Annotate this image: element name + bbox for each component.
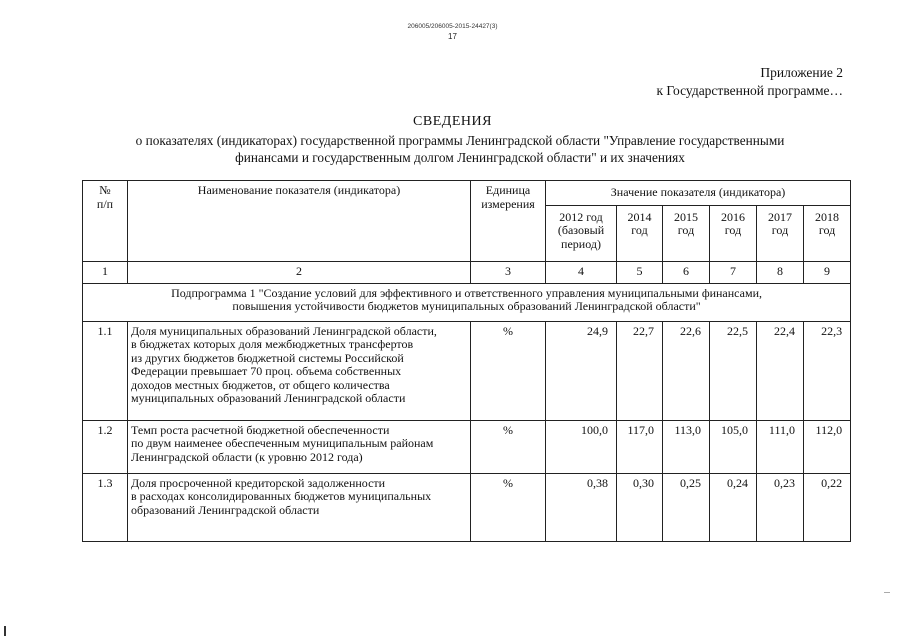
column-number: 8 [757,261,804,283]
header-indicator-name: Наименование показателя (индикатора) [128,181,471,262]
header-year-2018-line-1: 2018 [815,209,840,224]
subtitle-line-2: финансами и государственным долгом Ленинградской области" и их значениях [235,149,685,165]
value-cell: 22,6 [663,321,710,420]
value-cell: 0,25 [663,473,710,541]
column-number: 1 [83,261,128,283]
subtitle-line-1: о показателях (индикаторах) государственной программы Ленинградской области "Управление государственными [135,133,785,148]
indicator-name-line: Доля просроченной кредиторской задолженности [131,475,386,490]
row-number: 1.1 [83,321,128,420]
subprogram-line-1: Подпрограмма 1 "Создание условий для эффективного и ответственного управления муниципальными финансами, [171,285,762,300]
column-number: 9 [804,261,851,283]
value-cell: 0,22 [804,473,851,541]
header-unit-line-2: измерения [481,196,535,211]
column-number: 4 [546,261,617,283]
value-cell: 22,5 [710,321,757,420]
indicator-name-line: в бюджетах которых доля межбюджетных трансфертов [131,337,414,351]
header-year-base-line-1: 2012 год [559,209,603,224]
header-year-2015-line-2: год [677,223,695,237]
value-cell: 22,3 [804,321,851,420]
row-number: 1.2 [83,420,128,473]
document-heading: СВЕДЕНИЯ [413,114,492,129]
indicator-name-line: из других бюджетов бюджетной системы Российской [131,350,404,365]
header-year-2017-line-1: 2017 [768,209,792,224]
indicator-name-line: доходов местных бюджетов, от общего количества [131,377,390,392]
header-num-line-2: п/п [96,196,114,211]
header-year-2018-line-2: год [818,223,836,237]
column-number: 2 [128,261,471,283]
value-cell: 0,30 [617,473,663,541]
header-year-2016-line-1: 2016 [721,209,745,224]
subprogram-line-2: повышения устойчивости бюджетов муниципальных образований Ленинградской области" [232,299,701,313]
value-cell: 117,0 [617,420,663,473]
row-number: 1.3 [83,473,128,541]
value-cell: 113,0 [663,420,710,473]
appendix-line-1: Приложение 2 [760,65,843,80]
column-number: 5 [617,261,663,283]
value-cell: 24,9 [546,321,617,420]
column-number: 6 [663,261,710,283]
header-year-2014-line-1: 2014 [627,209,652,224]
appendix-line-2: к Государственной программе… [656,83,843,98]
indicator-name-line: Ленинградской области (к уровню 2012 года) [131,449,363,464]
header-year-2015-line-1: 2015 [674,209,698,224]
value-cell: 111,0 [757,420,804,473]
header-values-group: Значение показателя (индикатора) [546,181,851,206]
column-number: 3 [471,261,546,283]
value-cell: 0,23 [757,473,804,541]
unit-cell: % [471,473,546,541]
indicator-name-line: Федерации превышает 70 проц. объема собственных [131,364,402,378]
header-unit-line-1: Единица [485,183,531,197]
indicator-name-line: образований Ленинградской области [131,502,320,517]
unit-cell: % [471,321,546,420]
value-cell: 22,4 [757,321,804,420]
indicator-name-line: в расходах консолидированных бюджетов муниципальных [131,489,432,503]
header-year-base-line-3: период) [561,236,601,251]
scan-speck [4,626,6,636]
indicator-name-line: Доля муниципальных образований Ленинградской области, [131,323,437,338]
header-num-line-1: № [99,183,111,197]
value-cell: 0,38 [546,473,617,541]
page-number: 17 [448,32,457,41]
value-cell: 0,24 [710,473,757,541]
value-cell: 105,0 [710,420,757,473]
value-cell: 112,0 [804,420,851,473]
indicator-name-line: муниципальных образований Ленинградской области [131,391,406,405]
header-year-base-line-2: (базовый [557,223,605,237]
header-year-2014-line-2: год [631,223,648,237]
unit-cell: % [471,420,546,473]
header-year-2016-line-2: год [724,223,742,237]
value-cell: 22,7 [617,321,663,420]
value-cell: 100,0 [546,420,617,473]
scan-speck [884,592,890,593]
indicator-name-line: Темп роста расчетной бюджетной обеспеченности [131,422,390,437]
column-number: 7 [710,261,757,283]
indicator-name-line: по двум наименее обеспеченным муниципальным районам [131,436,434,450]
document-registration-number: 206005/206005-2015-24427(3) [407,23,498,30]
header-year-2017-line-2: год [771,223,789,237]
